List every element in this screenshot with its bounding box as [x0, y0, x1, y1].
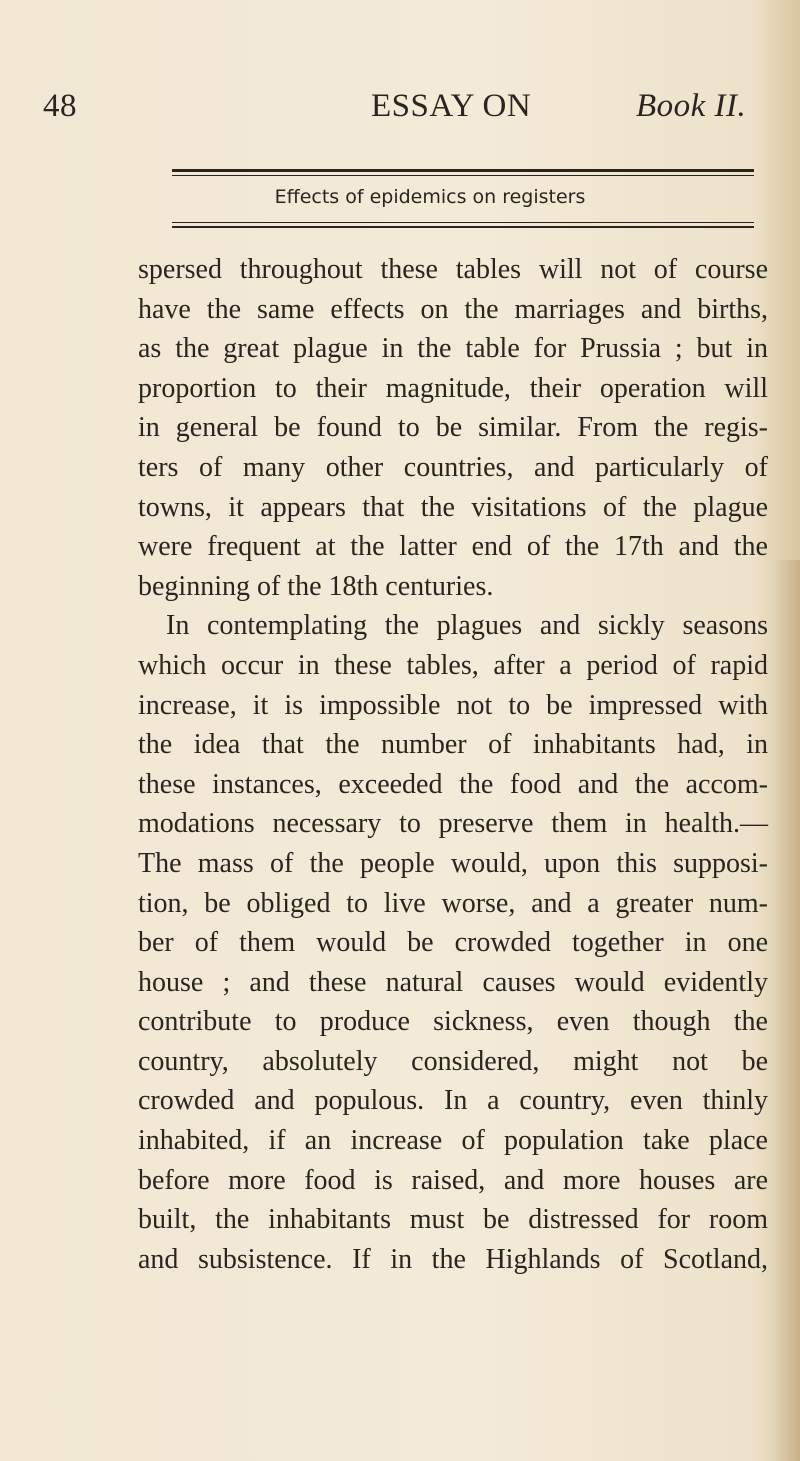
text-line: and subsistence. If in the Highlands of Scotland,: [138, 1243, 768, 1275]
text-line: proportion to their magnitude, their operation will: [138, 372, 768, 404]
text-line: these instances, exceeded the food and the accom-: [138, 768, 768, 800]
text-line: built, the inhabitants must be distressed for room: [138, 1204, 768, 1236]
running-header: [0, 88, 800, 136]
page-edge-shadow: [772, 560, 800, 1461]
text-line: spersed throughout these tables will not of course: [138, 254, 768, 285]
text-line: increase, it is impossible not to be impressed with: [138, 689, 768, 721]
text-line: have the same effects on the marriages and births,: [138, 293, 768, 325]
text-line: contribute to produce sickness, even though the: [138, 1006, 768, 1038]
page-number: 48: [43, 88, 77, 124]
text-line: country, absolutely considered, might not be: [138, 1045, 768, 1077]
text-line: beginning of the 18th centuries.: [138, 570, 494, 602]
rule-bottom-thin: [172, 222, 754, 223]
text-line: were frequent at the latter end of the 17th and the: [138, 531, 768, 563]
text-line: In contemplating the plagues and sickly seasons: [166, 610, 768, 642]
section-caption: Effects of epidemics on registers: [274, 186, 586, 208]
text-line: crowded and populous. In a country, even thinly: [138, 1085, 768, 1117]
book-label: Book II.: [636, 88, 747, 124]
text-line: tion, be obliged to live worse, and a greater num-: [138, 887, 768, 919]
text-line: in general be found to be similar. From the regis-: [138, 412, 768, 444]
text-line: house ; and these natural causes would evidently: [138, 966, 768, 998]
text-line: towns, it appears that the visitations of the plague: [138, 491, 768, 523]
text-line: modations necessary to preserve them in health.—: [138, 808, 768, 840]
rule-top-thick: [172, 169, 754, 172]
rule-top-thin: [172, 175, 754, 176]
text-line: inhabited, if an increase of population take place: [138, 1125, 768, 1157]
text-line: before more food is raised, and more houses are: [138, 1164, 768, 1196]
text-line: the idea that the number of inhabitants had, in: [138, 729, 768, 761]
text-line: as the great plague in the table for Prussia ; but in: [138, 333, 768, 365]
body-text: [138, 250, 768, 1279]
text-line: which occur in these tables, after a period of rapid: [138, 649, 768, 681]
text-line: ber of them would be crowded together in one: [138, 927, 768, 959]
running-title: ESSAY ON: [371, 88, 532, 124]
rule-bottom-thick: [172, 226, 754, 228]
text-line: ters of many other countries, and particularly of: [138, 451, 768, 483]
text-line: The mass of the people would, upon this supposi-: [138, 847, 768, 879]
